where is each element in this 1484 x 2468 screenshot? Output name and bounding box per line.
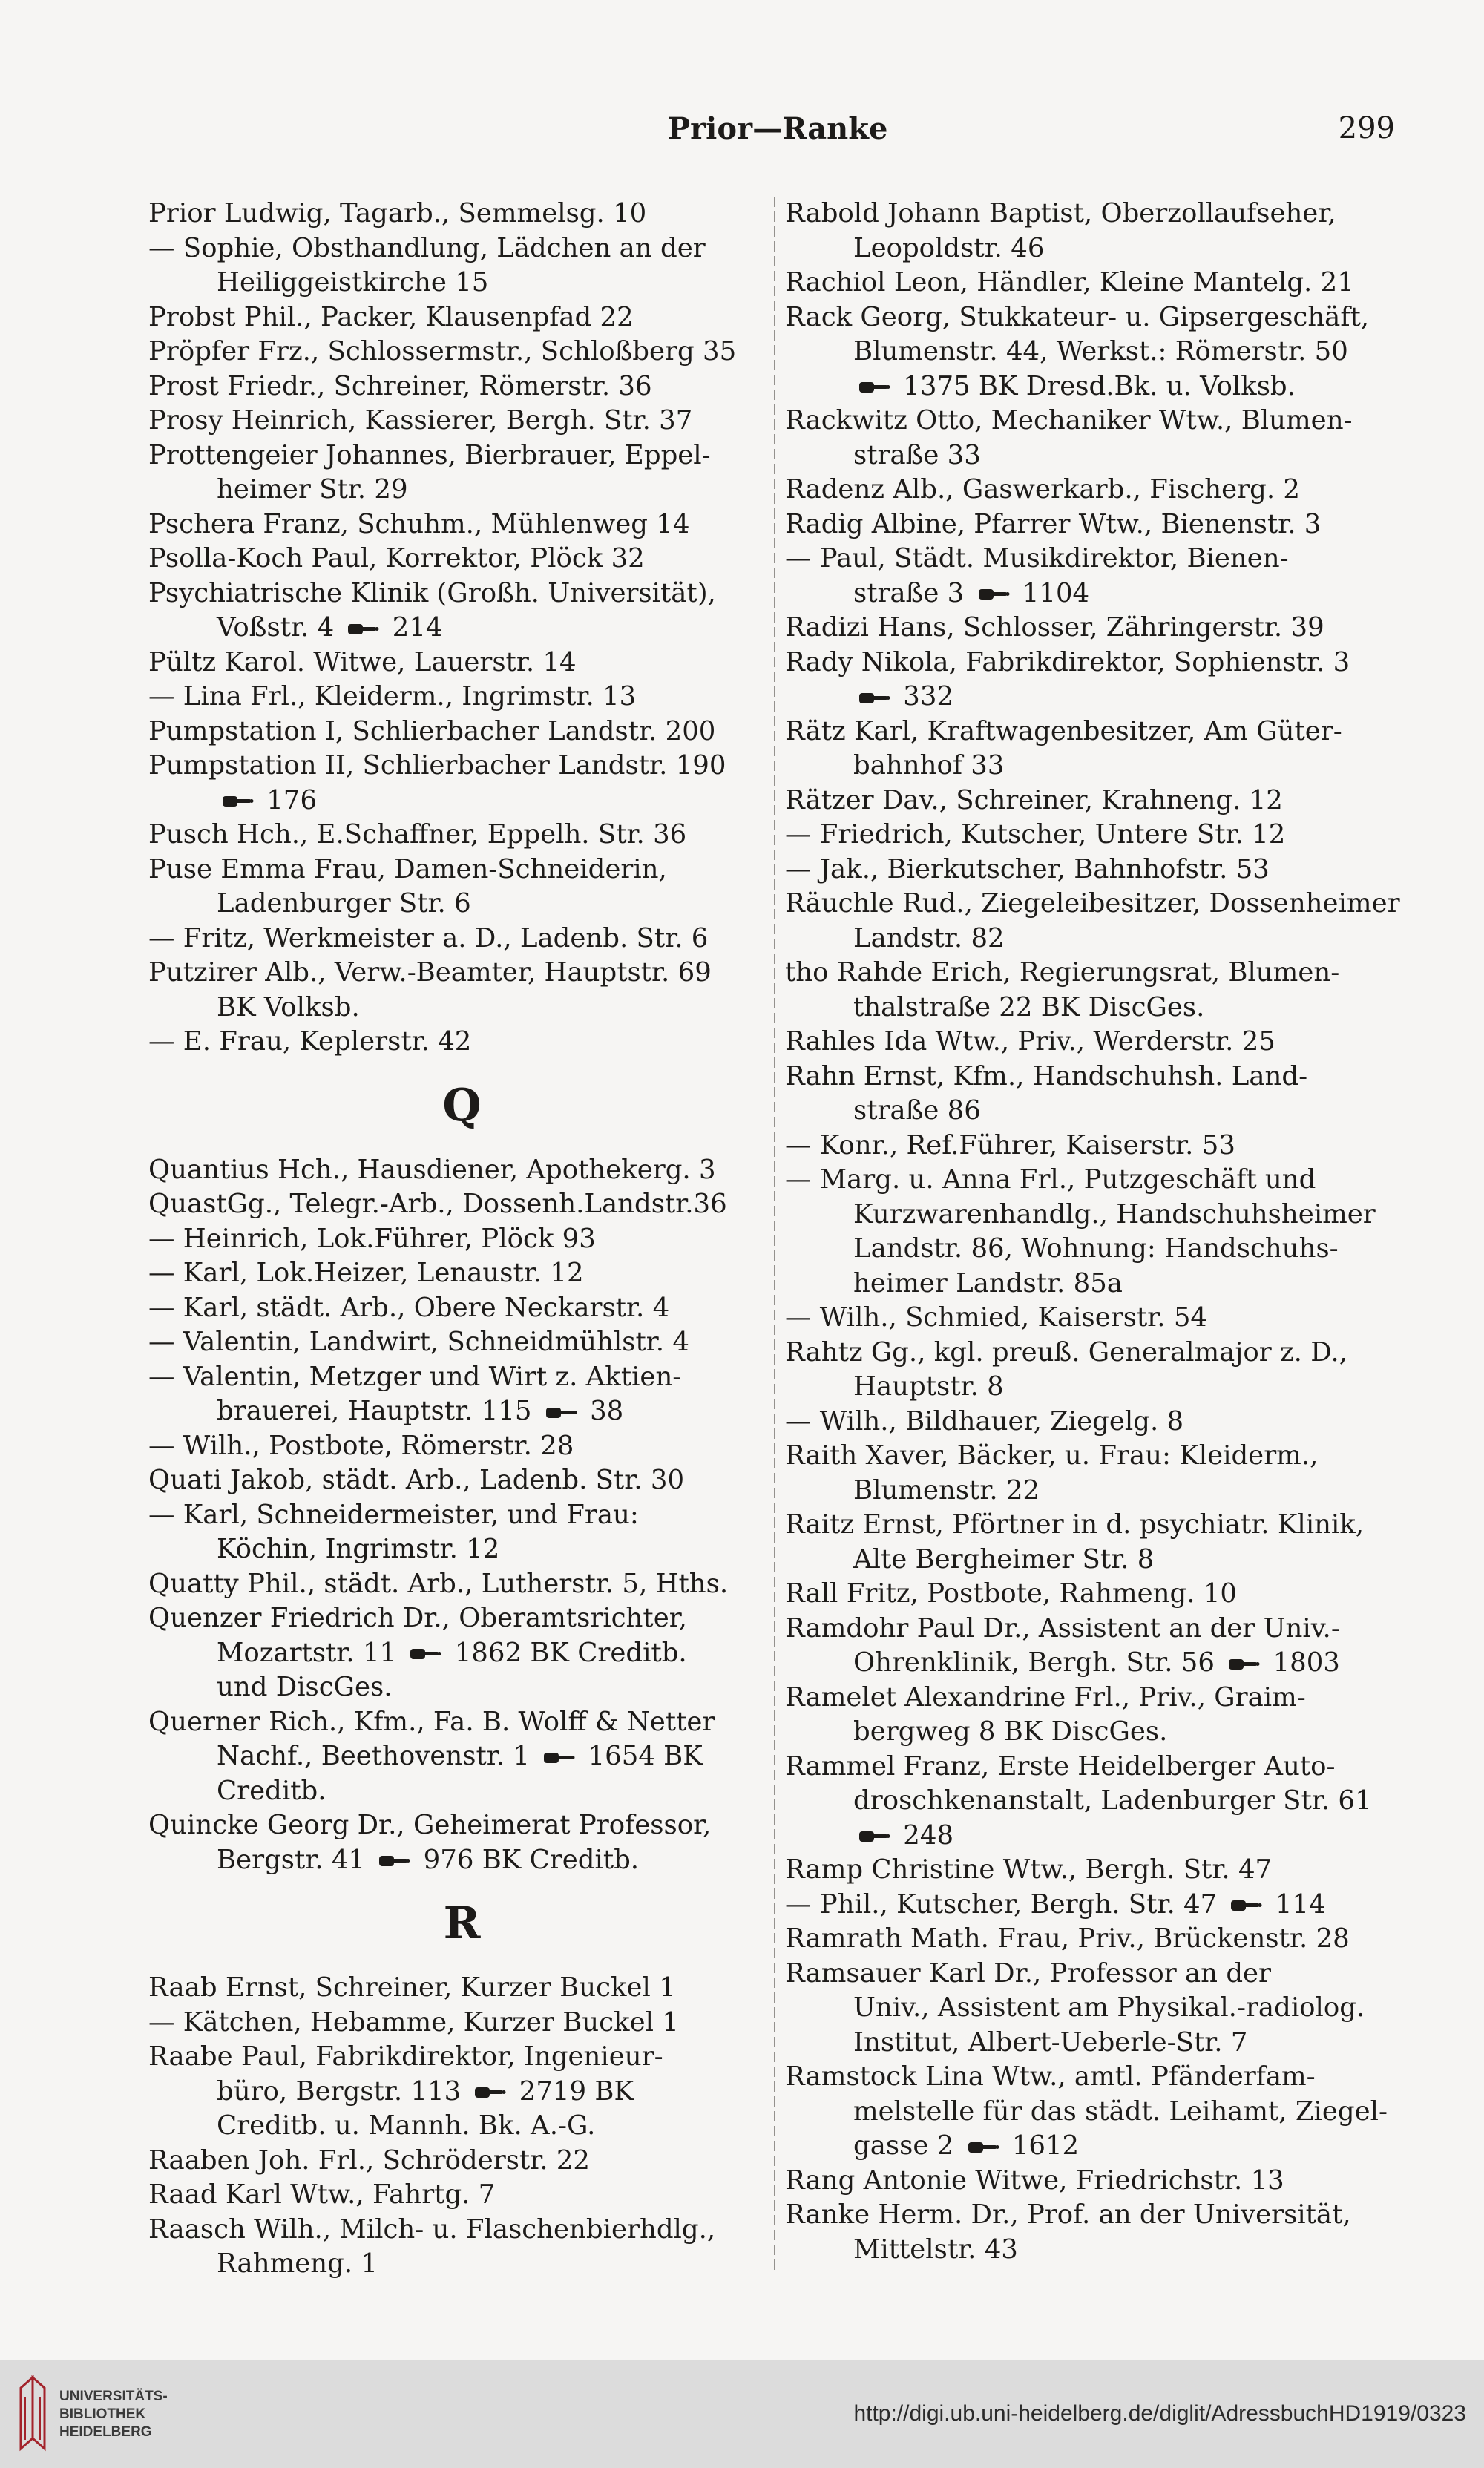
directory-line: Ramstock Lina Wtw., amtl. Pfänderfam- <box>785 2061 1316 2092</box>
directory-line: Rahtz Gg., kgl. preuß. Generalmajor z. D., <box>785 1336 1347 1368</box>
directory-line: Raaben Joh. Frl., Schröderstr. 22 <box>148 2144 591 2176</box>
directory-line: Blumenstr. 44, Werkst.: Römerstr. 50 <box>853 336 1348 367</box>
directory-line: brauerei, Hauptstr. 115 38 <box>217 1396 624 1426</box>
directory-line: Ramdohr Paul Dr., Assistent an der Univ.- <box>785 1612 1340 1644</box>
directory-line: Radig Albine, Pfarrer Wtw., Bienenstr. 3 <box>785 508 1322 539</box>
telephone-hand-icon <box>858 689 890 708</box>
directory-line: Rahles Ida Wtw., Priv., Werderstr. 25 <box>785 1026 1275 1057</box>
directory-line: Voßstr. 4 214 <box>217 612 443 643</box>
directory-line: — Lina Frl., Kleiderm., Ingrimstr. 13 <box>148 681 637 712</box>
directory-line: Rätzer Dav., Schreiner, Krahneng. 12 <box>785 784 1283 815</box>
directory-line: — Friedrich, Kutscher, Untere Str. 12 <box>785 819 1286 850</box>
directory-line: straße 86 <box>853 1095 981 1126</box>
directory-line: — Karl, Lok.Heizer, Lenaustr. 12 <box>148 1258 584 1288</box>
column-divider <box>774 197 775 2274</box>
telephone-hand-icon <box>977 585 1010 604</box>
directory-line: BK Volksb. <box>217 991 360 1023</box>
directory-line: Rahn Ernst, Kfm., Handschuhsh. Land- <box>785 1060 1308 1092</box>
telephone-hand-icon <box>858 1827 890 1846</box>
directory-line: Rack Georg, Stukkateur- u. Gipsergeschäft, <box>785 301 1370 332</box>
directory-line: — Phil., Kutscher, Bergh. Str. 47 114 <box>785 1888 1326 1920</box>
directory-line: Nachf., Beethovenstr. 1 1654 BK <box>217 1741 703 1771</box>
directory-line: Quati Jakob, städt. Arb., Ladenb. Str. 30 <box>148 1465 685 1495</box>
directory-line: Radenz Alb., Gaswerkarb., Fischerg. 2 <box>785 474 1301 505</box>
directory-line: Räuchle Rud., Ziegeleibesitzer, Dossenheimer <box>785 888 1400 919</box>
left-column <box>148 197 775 2282</box>
directory-line: Quenzer Friedrich Dr., Oberamtsrichter, <box>148 1603 688 1633</box>
directory-line: Prottengeier Johannes, Bierbrauer, Eppel- <box>148 439 711 470</box>
directory-line: Raabe Paul, Fabrikdirektor, Ingenieur- <box>148 2041 663 2072</box>
directory-line: Rätz Karl, Kraftwagenbesitzer, Am Güter- <box>785 715 1342 746</box>
telephone-hand-icon <box>858 378 890 397</box>
directory-line: 1375 BK Dresd.Bk. u. Volksb. <box>785 370 1408 404</box>
directory-line: droschkenanstalt, Ladenburger Str. 61 <box>853 1785 1372 1816</box>
directory-line: Bergstr. 41 976 BK Creditb. <box>217 1844 640 1875</box>
directory-line: Ramp Christine Wtw., Bergh. Str. 47 <box>785 1854 1273 1885</box>
directory-line: — Karl, städt. Arb., Obere Neckarstr. 4 <box>148 1292 670 1323</box>
directory-line: Mittelstr. 43 <box>853 2234 1018 2265</box>
directory-line: Pusch Hch., E.Schaffner, Eppelh. Str. 36 <box>148 819 687 850</box>
logo-line: BIBLIOTHEK <box>59 2406 146 2422</box>
telephone-hand-icon <box>473 2083 506 2102</box>
logo-line: HEIDELBERG <box>59 2424 152 2440</box>
directory-line: Rackwitz Otto, Mechaniker Wtw., Blumen- <box>785 405 1353 436</box>
directory-line: Raasch Wilh., Milch- u. Flaschenbierhdlg., <box>148 2213 716 2245</box>
directory-line: Kurzwarenhandlg., Handschuhsheimer <box>853 1198 1376 1230</box>
directory-line: Creditb. u. Mannh. Bk. A.-G. <box>217 2110 596 2141</box>
directory-line: — Fritz, Werkmeister a. D., Ladenb. Str. 6 <box>148 922 709 954</box>
directory-line: Raab Ernst, Schreiner, Kurzer Buckel 1 <box>148 1972 676 2003</box>
directory-line: Pumpstation II, Schlierbacher Landstr. 190 <box>148 750 726 781</box>
directory-line: Ladenburger Str. 6 <box>217 888 471 919</box>
directory-line: Ramelet Alexandrine Frl., Priv., Graim- <box>785 1681 1306 1713</box>
telephone-hand-icon <box>409 1644 441 1664</box>
directory-line: Ohrenklinik, Bergh. Str. 56 1803 <box>853 1647 1340 1678</box>
directory-line: Mozartstr. 11 1862 BK Creditb. <box>217 1637 687 1668</box>
directory-line: Radizi Hans, Schlosser, Zähringerstr. 39 <box>785 612 1324 643</box>
directory-line: — Jak., Bierkutscher, Bahnhofstr. 53 <box>785 853 1270 885</box>
directory-line: Pültz Karol. Witwe, Lauerstr. 14 <box>148 646 577 677</box>
directory-line: — Paul, Städt. Musikdirektor, Bienen- <box>785 543 1289 574</box>
directory-line: — Konr., Ref.Führer, Kaiserstr. 53 <box>785 1129 1235 1161</box>
directory-line: Psychiatrische Klinik (Großh. Universität), <box>148 577 716 608</box>
telephone-hand-icon <box>542 1748 575 1768</box>
directory-line: straße 33 <box>853 439 981 470</box>
directory-line: Rady Nikola, Fabrikdirektor, Sophienstr. 3 <box>785 646 1350 677</box>
telephone-hand-icon <box>1229 1896 1262 1915</box>
section-letter-q: Q <box>442 1079 482 1132</box>
directory-line: Ramsauer Karl Dr., Professor an der <box>785 1957 1272 1989</box>
directory-line: heimer Landstr. 85a <box>853 1267 1123 1299</box>
telephone-hand-icon <box>378 1851 410 1871</box>
directory-line: — E. Frau, Keplerstr. 42 <box>148 1026 472 1057</box>
directory-line: melstelle für das städt. Leihamt, Ziegel- <box>853 2095 1388 2127</box>
directory-line: und DiscGes. <box>217 1672 393 1702</box>
directory-line: Institut, Albert-Ueberle-Str. 7 <box>853 2026 1248 2058</box>
directory-line: — Valentin, Landwirt, Schneidmühlstr. 4 <box>148 1327 689 1357</box>
directory-line: Köchin, Ingrimstr. 12 <box>217 1534 500 1564</box>
directory-line: büro, Bergstr. 113 2719 BK <box>217 2075 634 2107</box>
directory-line: Ranke Herm. Dr., Prof. an der Universität, <box>785 2199 1351 2230</box>
directory-line: Raith Xaver, Bäcker, u. Frau: Kleiderm., <box>785 1440 1319 1471</box>
directory-line: Raitz Ernst, Pförtner in d. psychiatr. Klinik, <box>785 1509 1365 1540</box>
directory-line: Raad Karl Wtw., Fahrtg. 7 <box>148 2179 496 2210</box>
directory-line: Psolla-Koch Paul, Korrektor, Plöck 32 <box>148 543 645 574</box>
directory-line: Rahmeng. 1 <box>217 2248 378 2279</box>
directory-line: Ramrath Math. Frau, Priv., Brückenstr. 28 <box>785 1923 1350 1954</box>
directory-line: — Karl, Schneidermeister, und Frau: <box>148 1499 639 1530</box>
directory-line: bahnhof 33 <box>853 750 1005 781</box>
directory-line: Heiliggeistkirche 15 <box>217 267 489 298</box>
directory-line: — Sophie, Obsthandlung, Lädchen an der <box>148 232 706 263</box>
directory-line: Prosy Heinrich, Kassierer, Bergh. Str. 37 <box>148 405 693 436</box>
directory-line: — Wilh., Bildhauer, Ziegelg. 8 <box>785 1405 1184 1437</box>
entries-r-left <box>148 1971 775 2282</box>
directory-line: straße 3 1104 <box>853 577 1090 608</box>
directory-line: Landstr. 82 <box>853 922 1005 954</box>
footer-bar <box>0 2360 1484 2468</box>
directory-line: Rang Antonie Witwe, Friedrichstr. 13 <box>785 2165 1284 2196</box>
directory-line: Landstr. 86, Wohnung: Handschuhs- <box>853 1233 1339 1264</box>
telephone-hand-icon <box>1227 1655 1260 1674</box>
directory-line: Rachiol Leon, Händler, Kleine Mantelg. 21 <box>785 267 1354 298</box>
telephone-hand-icon <box>221 792 254 811</box>
directory-line: bergweg 8 BK DiscGes. <box>853 1716 1168 1747</box>
entries-p <box>148 197 775 1060</box>
directory-line: thalstraße 22 BK DiscGes. <box>853 991 1205 1023</box>
directory-line: gasse 2 1612 <box>853 2130 1080 2161</box>
directory-line: Pschera Franz, Schuhm., Mühlenweg 14 <box>148 508 690 539</box>
telephone-hand-icon <box>347 620 379 639</box>
directory-line: Univ., Assistent am Physikal.-radiolog. <box>853 1992 1365 2023</box>
entries-r-right <box>785 197 1408 2267</box>
library-logo-text <box>59 2388 168 2441</box>
page-header <box>148 111 1410 156</box>
directory-line: — Valentin, Metzger und Wirt z. Aktien- <box>148 1361 682 1392</box>
directory-line: Querner Rich., Kfm., Fa. B. Wolff & Netter <box>148 1706 715 1737</box>
directory-line: — Wilh., Schmied, Kaiserstr. 54 <box>785 1302 1207 1333</box>
directory-line: Probst Phil., Packer, Klausenpfad 22 <box>148 301 634 332</box>
library-logo-icon <box>16 2375 49 2453</box>
directory-line: 176 <box>148 784 775 818</box>
directory-line: Quantius Hch., Hausdiener, Apothekerg. 3 <box>148 1154 716 1185</box>
directory-line: heimer Str. 29 <box>217 474 408 505</box>
directory-line: Blumenstr. 22 <box>853 1474 1040 1506</box>
directory-line: Pumpstation I, Schlierbacher Landstr. 200 <box>148 715 716 746</box>
directory-line: — Marg. u. Anna Frl., Putzgeschäft und <box>785 1164 1316 1195</box>
directory-line: — Heinrich, Lok.Führer, Plöck 93 <box>148 1223 596 1254</box>
directory-line: Rabold Johann Baptist, Oberzollaufseher, <box>785 198 1336 229</box>
section-letter-r: R <box>443 1897 481 1949</box>
directory-line: — Wilh., Postbote, Römerstr. 28 <box>148 1430 574 1461</box>
directory-line: Quincke Georg Dr., Geheimerat Professor, <box>148 1810 712 1840</box>
directory-line: Creditb. <box>217 1775 326 1806</box>
running-title: Prior—Ranke <box>668 111 888 146</box>
source-url-link[interactable]: http://digi.ub.uni-heidelberg.de/diglit/AdressbuchHD1919/0323 <box>853 2401 1466 2426</box>
directory-line: Alte Bergheimer Str. 8 <box>853 1543 1155 1575</box>
directory-line: Leopoldstr. 46 <box>853 232 1045 263</box>
directory-line: tho Rahde Erich, Regierungsrat, Blumen- <box>785 957 1340 988</box>
directory-line: Hauptstr. 8 <box>853 1371 1004 1402</box>
directory-line: Rammel Franz, Erste Heidelberger Auto- <box>785 1750 1336 1782</box>
directory-line: Quatty Phil., städt. Arb., Lutherstr. 5, Hths. <box>148 1568 729 1599</box>
telephone-hand-icon <box>967 2138 999 2157</box>
directory-line: — Kätchen, Hebamme, Kurzer Buckel 1 <box>148 2006 679 2038</box>
directory-line: Putzirer Alb., Verw.-Beamter, Hauptstr. 69 <box>148 957 712 988</box>
directory-line: 332 <box>785 680 1408 715</box>
entries-q <box>148 1153 775 1878</box>
directory-line: Prost Friedr., Schreiner, Römerstr. 36 <box>148 370 652 401</box>
directory-line: Pröpfer Frz., Schlossermstr., Schloßberg 35 <box>148 336 737 367</box>
telephone-hand-icon <box>545 1403 577 1422</box>
directory-line: 248 <box>785 1819 1408 1854</box>
page-number: 299 <box>1338 111 1395 145</box>
right-column <box>785 197 1408 2267</box>
logo-line: UNIVERSITÄTS- <box>59 2389 168 2404</box>
directory-line: Rall Fritz, Postbote, Rahmeng. 10 <box>785 1578 1238 1609</box>
directory-line: Prior Ludwig, Tagarb., Semmelsg. 10 <box>148 198 647 229</box>
directory-line: Puse Emma Frau, Damen-Schneiderin, <box>148 853 667 885</box>
directory-line: QuastGg., Telegr.-Arb., Dossenh.Landstr.36 <box>148 1189 727 1219</box>
